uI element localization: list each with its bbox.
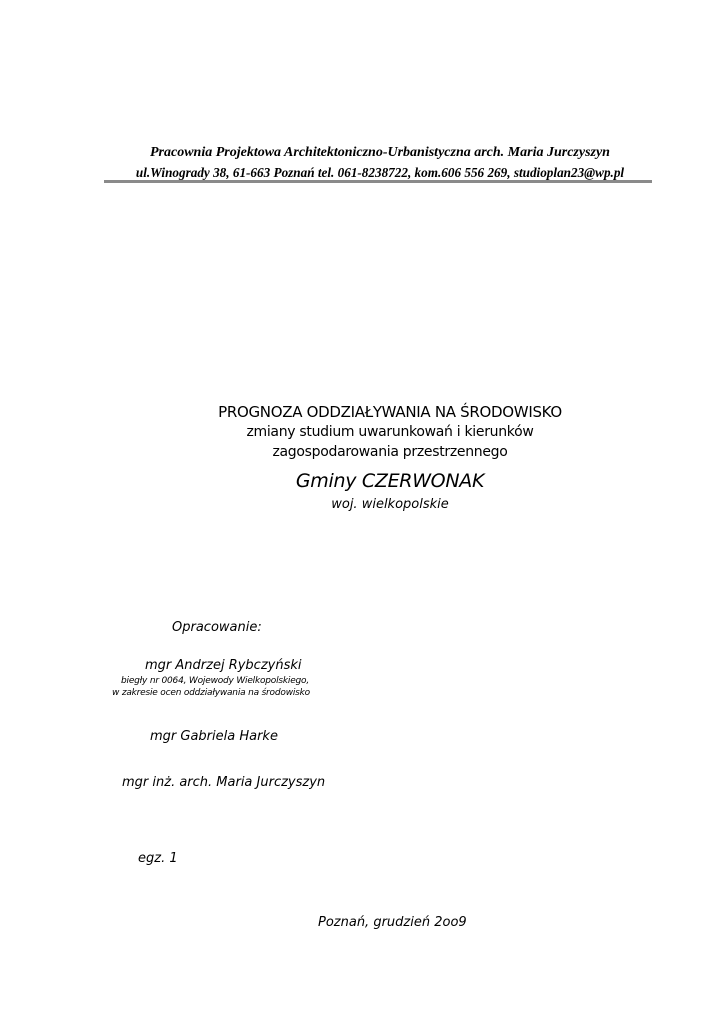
voivodeship: woj. wielkopolskie bbox=[331, 497, 449, 512]
studio-address: ul.Winogrady 38, 61-663 Poznań tel. 061-8238722, kom.606 556 269, studioplan23@wp.pl bbox=[135, 165, 625, 180]
header-divider bbox=[104, 180, 652, 183]
document-subtitle-line1: zmiany studium uwarunkowań i kierunków bbox=[246, 424, 534, 440]
title-block bbox=[150, 402, 630, 514]
studio-header bbox=[100, 143, 660, 183]
author1-name: mgr Andrzej Rybczyński bbox=[145, 658, 302, 673]
author1-note-line2: w zakresie ocen oddziaływania na środowisko bbox=[112, 688, 310, 698]
author1-note-line1: biegły nr 0064, Wojewody Wielkopolskiego, bbox=[121, 676, 310, 686]
place-and-date: Poznań, grudzień 2oo9 bbox=[318, 915, 467, 930]
studio-name: Pracownia Projektowa Architektoniczno-Urbanistyczna arch. Maria Jurczyszyn bbox=[150, 145, 610, 160]
document-subtitle-line2: zagospodarowania przestrzennego bbox=[272, 444, 508, 460]
author3-name: mgr inż. arch. Maria Jurczyszyn bbox=[122, 775, 326, 790]
municipality-name: Gminy CZERWONAK bbox=[295, 470, 485, 492]
prepared-by-label: Opracowanie: bbox=[172, 620, 262, 635]
copy-number: egz. 1 bbox=[138, 851, 178, 866]
author2-name: mgr Gabriela Harke bbox=[150, 729, 278, 744]
document-title: PROGNOZA ODDZIAŁYWANIA NA ŚRODOWISKO bbox=[218, 403, 562, 421]
